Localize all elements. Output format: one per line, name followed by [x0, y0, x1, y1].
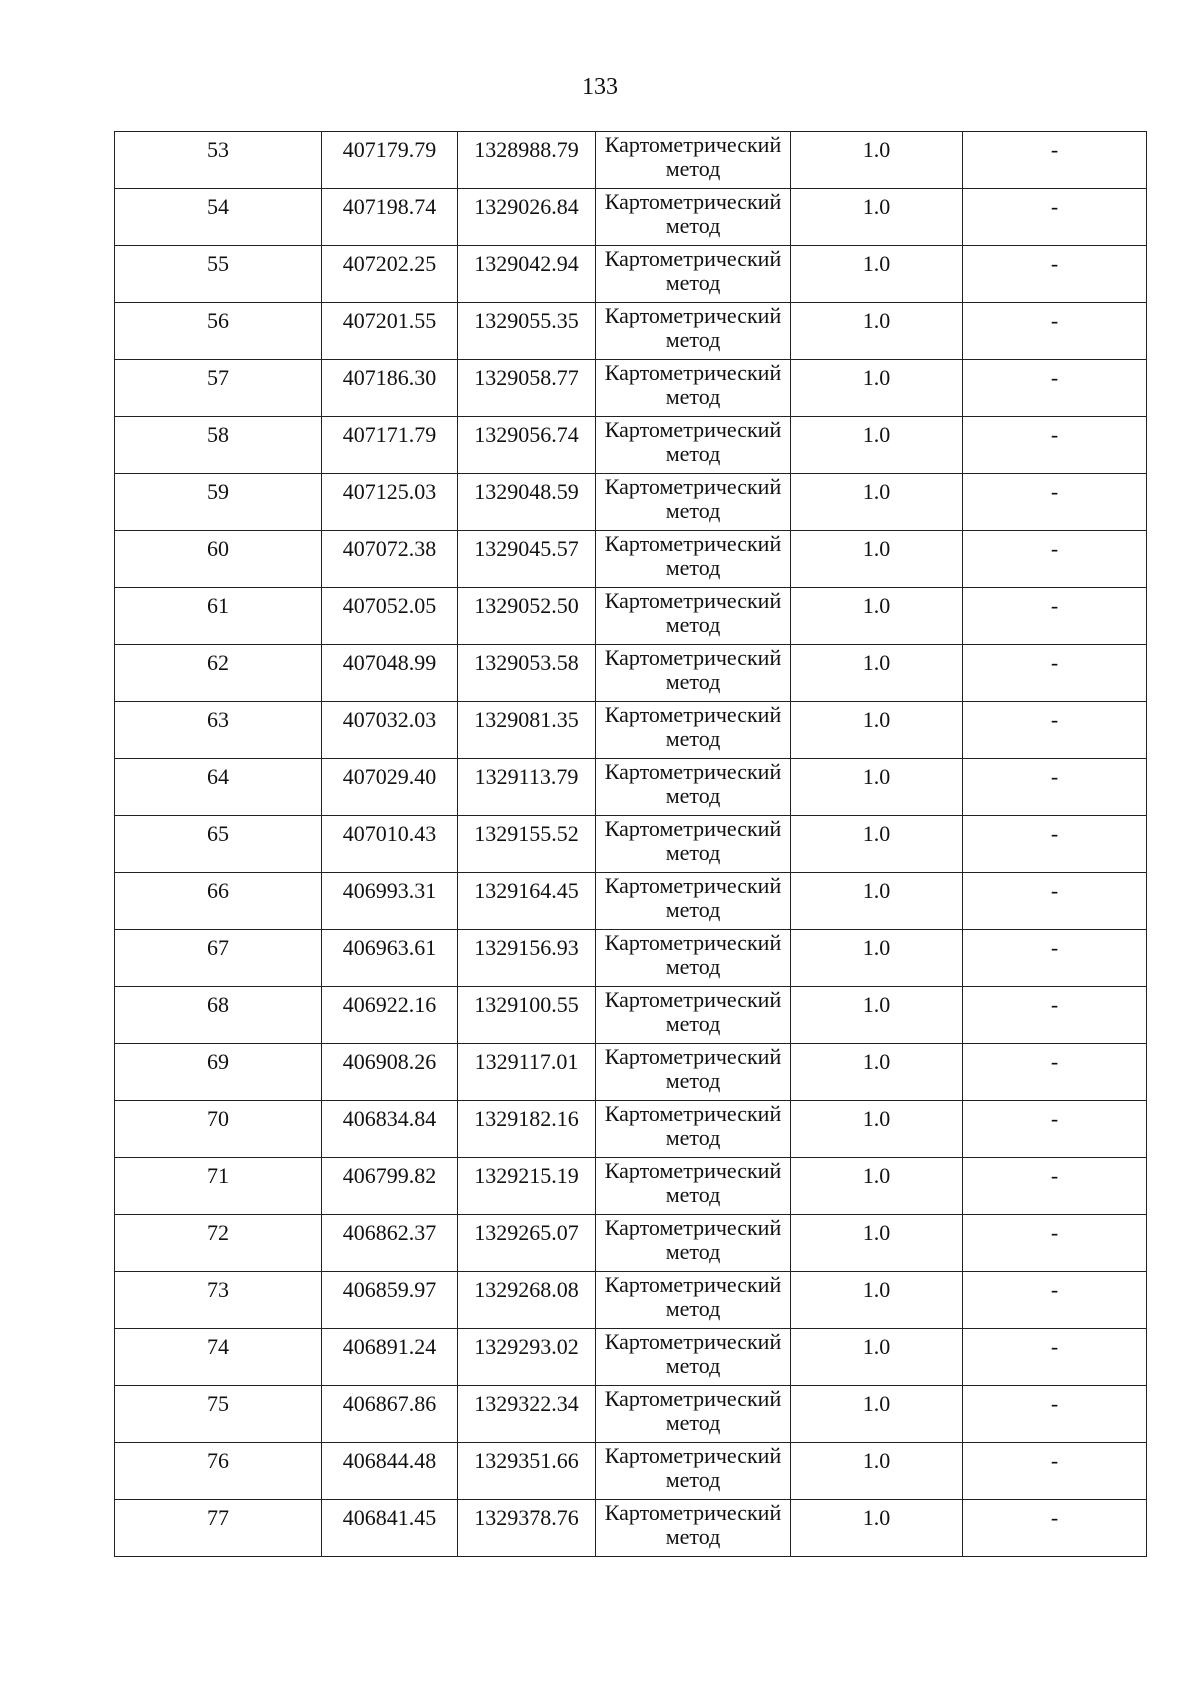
y-coordinate-cell: 1329055.35	[458, 303, 596, 360]
table-row	[115, 987, 1147, 1044]
x-coordinate-cell: 406834.84	[322, 1101, 458, 1158]
y-coordinate-cell: 1329215.19	[458, 1158, 596, 1215]
point-number-cell: 53	[115, 132, 322, 189]
method-text-line2: метод	[665, 1467, 721, 1492]
note-cell: -	[963, 1500, 1147, 1557]
y-coordinate-cell: 1329293.02	[458, 1329, 596, 1386]
note-cell: -	[963, 1044, 1147, 1101]
method-text-line1: Картометрический	[604, 417, 782, 442]
method-cell	[596, 1101, 791, 1158]
note-cell: -	[963, 1158, 1147, 1215]
error-value-cell: 1.0	[791, 930, 963, 987]
x-coordinate-cell: 406922.16	[322, 987, 458, 1044]
method-text-line2: метод	[665, 1239, 721, 1264]
method-cell	[596, 1386, 791, 1443]
method-text-line2: метод	[665, 270, 721, 295]
method-text-line1: Картометрический	[604, 531, 782, 556]
method-text-line1: Картометрический	[604, 645, 782, 670]
point-number-cell: 57	[115, 360, 322, 417]
note-cell: -	[963, 474, 1147, 531]
method-cell	[596, 1215, 791, 1272]
error-value-cell: 1.0	[791, 873, 963, 930]
point-number-cell: 61	[115, 588, 322, 645]
method-cell	[596, 1443, 791, 1500]
note-cell: -	[963, 417, 1147, 474]
y-coordinate-cell: 1329268.08	[458, 1272, 596, 1329]
method-text-line2: метод	[665, 1182, 721, 1207]
method-text-line2: метод	[665, 327, 721, 352]
method-text-line1: Картометрический	[604, 702, 782, 727]
x-coordinate-cell: 406841.45	[322, 1500, 458, 1557]
method-text-line1: Картометрический	[604, 1101, 782, 1126]
x-coordinate-cell: 407198.74	[322, 189, 458, 246]
method-text-line2: метод	[665, 1125, 721, 1150]
point-number-cell: 59	[115, 474, 322, 531]
method-cell	[596, 1329, 791, 1386]
y-coordinate-cell: 1329100.55	[458, 987, 596, 1044]
y-coordinate-cell: 1329117.01	[458, 1044, 596, 1101]
method-text-line2: метод	[665, 726, 721, 751]
x-coordinate-cell: 407186.30	[322, 360, 458, 417]
error-value-cell: 1.0	[791, 702, 963, 759]
table-row	[115, 1044, 1147, 1101]
page-number: 133	[582, 74, 618, 100]
method-text-line1: Картометрический	[604, 1443, 782, 1468]
error-value-cell: 1.0	[791, 1101, 963, 1158]
error-value-cell: 1.0	[791, 1500, 963, 1557]
method-text-line2: метод	[665, 897, 721, 922]
method-text-line2: метод	[665, 954, 721, 979]
point-number-cell: 67	[115, 930, 322, 987]
table-row	[115, 1329, 1147, 1386]
y-coordinate-cell: 1329048.59	[458, 474, 596, 531]
point-number-cell: 64	[115, 759, 322, 816]
method-text-line1: Картометрический	[604, 474, 782, 499]
y-coordinate-cell: 1329155.52	[458, 816, 596, 873]
point-number-cell: 69	[115, 1044, 322, 1101]
x-coordinate-cell: 406799.82	[322, 1158, 458, 1215]
note-cell: -	[963, 1443, 1147, 1500]
x-coordinate-cell: 407032.03	[322, 702, 458, 759]
table-row	[115, 360, 1147, 417]
method-text-line2: метод	[665, 1410, 721, 1435]
x-coordinate-cell: 407125.03	[322, 474, 458, 531]
point-number-cell: 72	[115, 1215, 322, 1272]
point-number-cell: 75	[115, 1386, 322, 1443]
method-text-line2: метод	[665, 1011, 721, 1036]
x-coordinate-cell: 406963.61	[322, 930, 458, 987]
method-text-line2: метод	[665, 384, 721, 409]
table-row	[115, 702, 1147, 759]
error-value-cell: 1.0	[791, 531, 963, 588]
method-cell	[596, 474, 791, 531]
method-text-line2: метод	[665, 840, 721, 865]
note-cell: -	[963, 1101, 1147, 1158]
x-coordinate-cell: 407179.79	[322, 132, 458, 189]
table-row	[115, 816, 1147, 873]
point-number-cell: 54	[115, 189, 322, 246]
point-number-cell: 74	[115, 1329, 322, 1386]
note-cell: -	[963, 930, 1147, 987]
error-value-cell: 1.0	[791, 360, 963, 417]
error-value-cell: 1.0	[791, 1386, 963, 1443]
x-coordinate-cell: 407202.25	[322, 246, 458, 303]
y-coordinate-cell: 1329156.93	[458, 930, 596, 987]
note-cell: -	[963, 1215, 1147, 1272]
y-coordinate-cell: 1328988.79	[458, 132, 596, 189]
note-cell: -	[963, 189, 1147, 246]
note-cell: -	[963, 246, 1147, 303]
method-text-line2: метод	[665, 498, 721, 523]
method-text-line1: Картометрический	[604, 1329, 782, 1354]
method-text-line1: Картометрический	[604, 759, 782, 784]
method-text-line1: Картометрический	[604, 873, 782, 898]
y-coordinate-cell: 1329045.57	[458, 531, 596, 588]
x-coordinate-cell: 406862.37	[322, 1215, 458, 1272]
note-cell: -	[963, 816, 1147, 873]
y-coordinate-cell: 1329182.16	[458, 1101, 596, 1158]
method-text-line1: Картометрический	[604, 360, 782, 385]
method-text-line1: Картометрический	[604, 1158, 782, 1183]
note-cell: -	[963, 702, 1147, 759]
method-text-line2: метод	[665, 1068, 721, 1093]
method-text-line2: метод	[665, 1296, 721, 1321]
table-row	[115, 417, 1147, 474]
error-value-cell: 1.0	[791, 816, 963, 873]
method-text-line1: Картометрический	[604, 816, 782, 841]
method-cell	[596, 930, 791, 987]
x-coordinate-cell: 406844.48	[322, 1443, 458, 1500]
error-value-cell: 1.0	[791, 588, 963, 645]
table-row	[115, 1272, 1147, 1329]
error-value-cell: 1.0	[791, 417, 963, 474]
x-coordinate-cell: 406859.97	[322, 1272, 458, 1329]
x-coordinate-cell: 407201.55	[322, 303, 458, 360]
method-text-line2: метод	[665, 1353, 721, 1378]
y-coordinate-cell: 1329322.34	[458, 1386, 596, 1443]
x-coordinate-cell: 407052.05	[322, 588, 458, 645]
table-row	[115, 1443, 1147, 1500]
x-coordinate-cell: 407171.79	[322, 417, 458, 474]
note-cell: -	[963, 873, 1147, 930]
x-coordinate-cell: 407048.99	[322, 645, 458, 702]
method-cell	[596, 132, 791, 189]
method-text-line1: Картометрический	[604, 1386, 782, 1411]
table-row	[115, 588, 1147, 645]
table-row	[115, 1158, 1147, 1215]
error-value-cell: 1.0	[791, 303, 963, 360]
method-cell	[596, 816, 791, 873]
y-coordinate-cell: 1329164.45	[458, 873, 596, 930]
note-cell: -	[963, 360, 1147, 417]
method-cell	[596, 987, 791, 1044]
method-text-line1: Картометрический	[604, 1272, 782, 1297]
table-row	[115, 1101, 1147, 1158]
method-text-line1: Картометрический	[604, 246, 782, 271]
table-row	[115, 246, 1147, 303]
method-cell	[596, 303, 791, 360]
error-value-cell: 1.0	[791, 1329, 963, 1386]
method-text-line1: Картометрический	[604, 303, 782, 328]
x-coordinate-cell: 406891.24	[322, 1329, 458, 1386]
error-value-cell: 1.0	[791, 132, 963, 189]
error-value-cell: 1.0	[791, 1044, 963, 1101]
point-number-cell: 71	[115, 1158, 322, 1215]
method-text-line2: метод	[665, 612, 721, 637]
x-coordinate-cell: 406867.86	[322, 1386, 458, 1443]
table-row	[115, 1500, 1147, 1557]
point-number-cell: 66	[115, 873, 322, 930]
table-row	[115, 474, 1147, 531]
table-row	[115, 531, 1147, 588]
point-number-cell: 63	[115, 702, 322, 759]
table-row	[115, 930, 1147, 987]
note-cell: -	[963, 645, 1147, 702]
method-text-line2: метод	[665, 441, 721, 466]
coordinates-table	[114, 131, 1147, 1557]
note-cell: -	[963, 1329, 1147, 1386]
method-text-line2: метод	[665, 156, 721, 181]
error-value-cell: 1.0	[791, 1443, 963, 1500]
x-coordinate-cell: 407010.43	[322, 816, 458, 873]
method-cell	[596, 588, 791, 645]
x-coordinate-cell: 406908.26	[322, 1044, 458, 1101]
note-cell: -	[963, 132, 1147, 189]
method-cell	[596, 417, 791, 474]
table-row	[115, 1215, 1147, 1272]
method-cell	[596, 531, 791, 588]
point-number-cell: 56	[115, 303, 322, 360]
x-coordinate-cell: 406993.31	[322, 873, 458, 930]
point-number-cell: 70	[115, 1101, 322, 1158]
error-value-cell: 1.0	[791, 759, 963, 816]
table-row	[115, 873, 1147, 930]
note-cell: -	[963, 531, 1147, 588]
coordinates-table-body	[115, 132, 1147, 1557]
point-number-cell: 60	[115, 531, 322, 588]
method-text-line1: Картометрический	[604, 987, 782, 1012]
note-cell: -	[963, 303, 1147, 360]
point-number-cell: 58	[115, 417, 322, 474]
y-coordinate-cell: 1329378.76	[458, 1500, 596, 1557]
method-cell	[596, 645, 791, 702]
method-cell	[596, 189, 791, 246]
point-number-cell: 73	[115, 1272, 322, 1329]
method-cell	[596, 873, 791, 930]
note-cell: -	[963, 1272, 1147, 1329]
method-text-line1: Картометрический	[604, 132, 782, 157]
table-row	[115, 645, 1147, 702]
point-number-cell: 76	[115, 1443, 322, 1500]
method-text-line2: метод	[665, 555, 721, 580]
y-coordinate-cell: 1329058.77	[458, 360, 596, 417]
method-cell	[596, 702, 791, 759]
method-text-line1: Картометрический	[604, 189, 782, 214]
y-coordinate-cell: 1329053.58	[458, 645, 596, 702]
point-number-cell: 55	[115, 246, 322, 303]
method-text-line1: Картометрический	[604, 588, 782, 613]
y-coordinate-cell: 1329052.50	[458, 588, 596, 645]
method-cell	[596, 360, 791, 417]
y-coordinate-cell: 1329265.07	[458, 1215, 596, 1272]
y-coordinate-cell: 1329056.74	[458, 417, 596, 474]
y-coordinate-cell: 1329351.66	[458, 1443, 596, 1500]
method-cell	[596, 1500, 791, 1557]
note-cell: -	[963, 1386, 1147, 1443]
method-cell	[596, 1044, 791, 1101]
note-cell: -	[963, 759, 1147, 816]
method-text-line2: метод	[665, 783, 721, 808]
y-coordinate-cell: 1329042.94	[458, 246, 596, 303]
error-value-cell: 1.0	[791, 645, 963, 702]
y-coordinate-cell: 1329081.35	[458, 702, 596, 759]
point-number-cell: 77	[115, 1500, 322, 1557]
note-cell: -	[963, 588, 1147, 645]
y-coordinate-cell: 1329026.84	[458, 189, 596, 246]
table-row	[115, 189, 1147, 246]
y-coordinate-cell: 1329113.79	[458, 759, 596, 816]
point-number-cell: 65	[115, 816, 322, 873]
method-cell	[596, 759, 791, 816]
method-text-line2: метод	[665, 669, 721, 694]
method-text-line1: Картометрический	[604, 1500, 782, 1525]
table-row	[115, 1386, 1147, 1443]
point-number-cell: 68	[115, 987, 322, 1044]
method-cell	[596, 1272, 791, 1329]
method-text-line1: Картометрический	[604, 1215, 782, 1240]
error-value-cell: 1.0	[791, 1215, 963, 1272]
method-cell	[596, 246, 791, 303]
note-cell: -	[963, 987, 1147, 1044]
x-coordinate-cell: 407029.40	[322, 759, 458, 816]
error-value-cell: 1.0	[791, 189, 963, 246]
error-value-cell: 1.0	[791, 246, 963, 303]
method-text-line2: метод	[665, 1524, 721, 1549]
method-cell	[596, 1158, 791, 1215]
table-row	[115, 132, 1147, 189]
point-number-cell: 62	[115, 645, 322, 702]
error-value-cell: 1.0	[791, 1158, 963, 1215]
table-row	[115, 303, 1147, 360]
method-text-line1: Картометрический	[604, 1044, 782, 1069]
method-text-line2: метод	[665, 213, 721, 238]
error-value-cell: 1.0	[791, 1272, 963, 1329]
error-value-cell: 1.0	[791, 987, 963, 1044]
error-value-cell: 1.0	[791, 474, 963, 531]
method-text-line1: Картометрический	[604, 930, 782, 955]
x-coordinate-cell: 407072.38	[322, 531, 458, 588]
table-row	[115, 759, 1147, 816]
